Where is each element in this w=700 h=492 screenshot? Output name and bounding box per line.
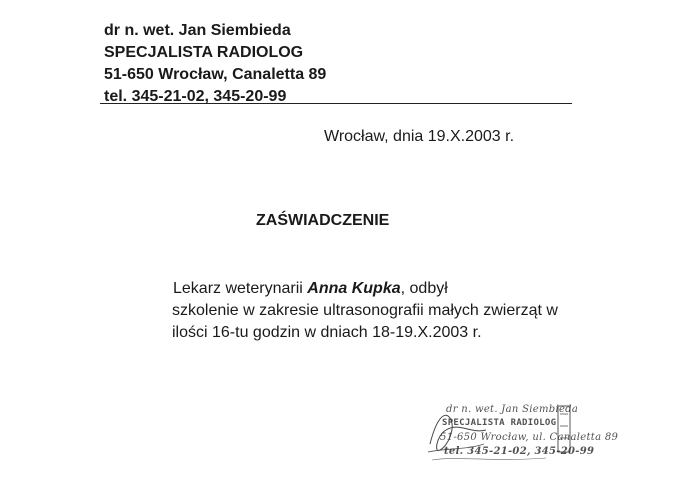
stamp-name: dr n. wet. Jan Siembieda bbox=[446, 404, 579, 415]
letterhead-address: 51-650 Wrocław, Canaletta 89 bbox=[104, 66, 327, 83]
body-line-2: szkolenie w zakresie ultrasonografii małych zwierząt w bbox=[172, 302, 558, 319]
letterhead-phone: tel. 345-21-02, 345-20-99 bbox=[104, 88, 287, 105]
certificate-body bbox=[173, 278, 558, 344]
stamp-phone: tel. 345-21-02, 345-20-99 bbox=[444, 446, 595, 457]
letterhead-specialty: SPECJALISTA RADIOLOG bbox=[104, 44, 304, 61]
body-line-1 bbox=[173, 278, 558, 300]
stamp-specialty: SPECJALISTA RADIOLOG bbox=[442, 418, 557, 428]
document-title: ZAŚWIADCZENIE bbox=[256, 212, 390, 229]
body-line-3: ilości 16-tu godzin w dniach 18-19.X.2003 r. bbox=[172, 324, 482, 341]
recipient-name: Anna Kupka bbox=[307, 280, 401, 297]
signature-stamp bbox=[426, 400, 619, 480]
body-line-1-start: Lekarz weterynarii bbox=[173, 280, 308, 297]
letterhead-divider bbox=[100, 103, 572, 104]
stamp-address: 51-650 Wrocław, ul. Canaletta 89 bbox=[440, 432, 619, 443]
document-date: Wrocław, dnia 19.X.2003 r. bbox=[324, 128, 515, 145]
letterhead bbox=[104, 20, 326, 108]
body-line-1-end: , odbył bbox=[400, 280, 448, 297]
letterhead-name: dr n. wet. Jan Siembieda bbox=[104, 22, 291, 39]
